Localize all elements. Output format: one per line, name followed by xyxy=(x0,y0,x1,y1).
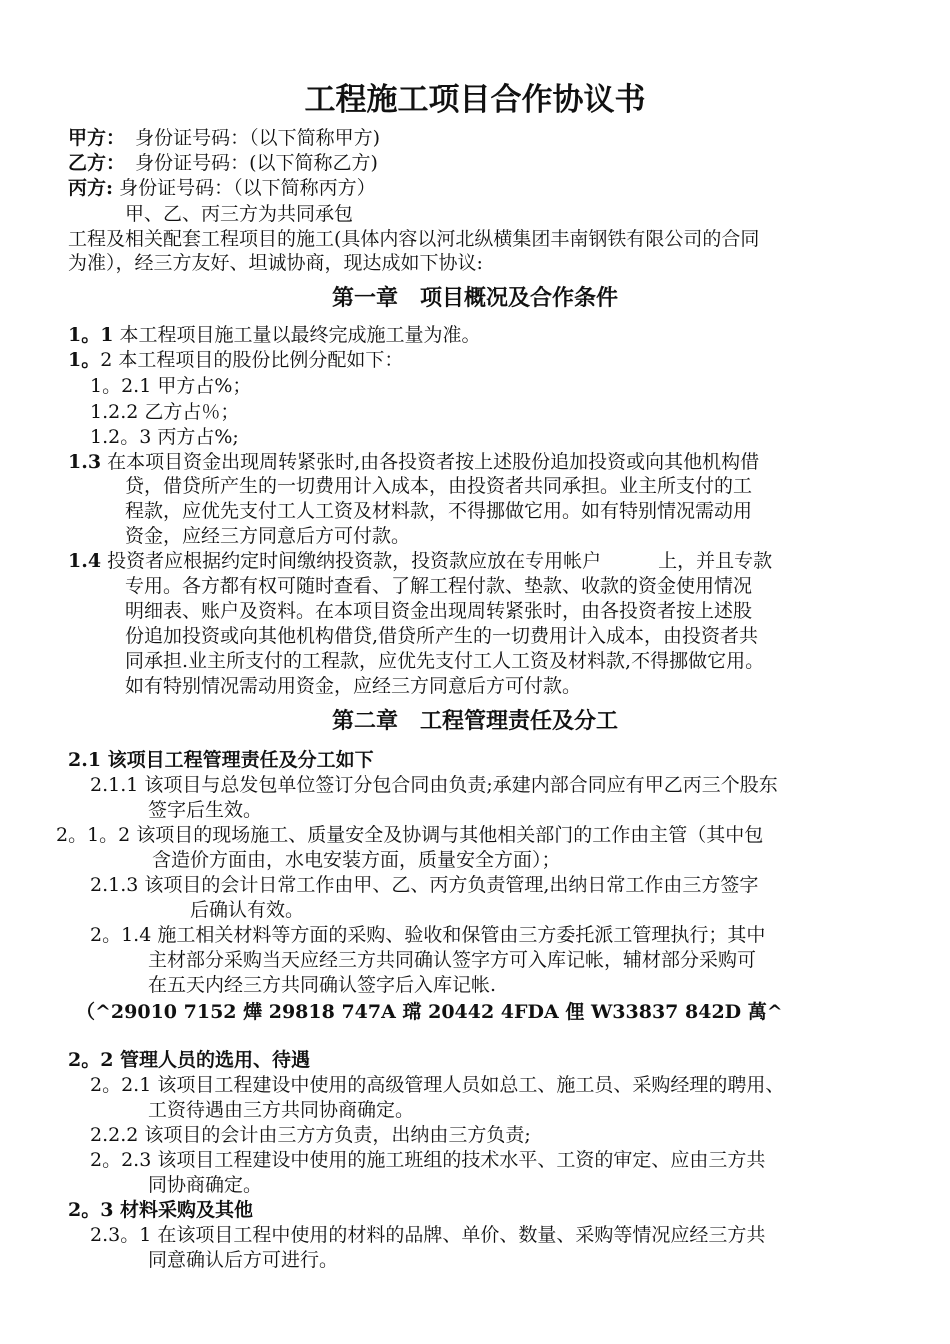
clause-text: 如有特别情况需动用资金，应经三方同意后方可付款。 xyxy=(125,675,582,697)
section-2-1-heading: 2.1 该项目工程管理责任及分工如下 xyxy=(68,749,374,771)
clause-text: 本工程项目施工量以最终完成施工量为准。 xyxy=(113,324,481,346)
intro-line: 甲、乙、丙三方为共同承包 xyxy=(125,203,354,225)
clause-text: 同承担.业主所支付的工程款，应优先支付工人工资及材料款,不得挪做它用。 xyxy=(125,650,765,672)
clause-text: 含造价方面由，水电安装方面，质量安全方面）； xyxy=(152,849,561,871)
clause-text: 在本项目资金出现周转紧张时,由各投资者按上述股份追加投资或向其他机构借 xyxy=(101,451,760,473)
clause-text: 贷，借贷所产生的一切费用计入成本，由投资者共同承担。业主所支付的工 xyxy=(125,475,753,497)
clause-text: 明细表、账户及资料。在本项目资金出现周转紧张时，由各投资者按上述股 xyxy=(125,600,753,622)
clause-2-2-3: 2。2.3 该项目工程建设中使用的施工班组的技术水平、工资的审定、应由三方共 xyxy=(90,1149,766,1171)
clause-text: 程款，应优先支付工人工资及材料款，不得挪做它用。如有特别情况需动用 xyxy=(125,500,753,522)
clause-1-2 xyxy=(68,348,403,372)
document-title: 工程施工项目合作协议书 xyxy=(304,82,646,118)
party-a-text: 身份证号码：（以下简称甲方) xyxy=(135,127,380,149)
clause-text: 份追加投资或向其他机构借贷,借贷所产生的一切费用计入成本，由投资者共 xyxy=(125,625,759,647)
clause-2-1-2: 2。1。2 该项目的现场施工、质量安全及协调与其他相关部门的工作由主管（其中包 xyxy=(56,824,764,846)
clause-text: 主材部分采购当天应经三方共同确认签字方可入库记帐，辅材部分采购可 xyxy=(148,949,757,971)
clause-text: 在五天内经三方共同确认签字后入库记帐. xyxy=(148,974,497,996)
party-c-text: 身份证号码：（以下简称丙方） xyxy=(119,177,376,199)
intro-line: 为准），经三方友好、坦诚协商，现达成如下协议: xyxy=(68,252,483,274)
clause-1-2-2: 1.2.2 乙方占％； xyxy=(90,401,240,423)
clause-2-1-3: 2.1.3 该项目的会计日常工作由甲、乙、丙方负责管理,出纳日常工作由三方签字 xyxy=(90,874,759,896)
party-b-text: 身份证号码：(以下简称乙方) xyxy=(135,152,378,174)
clause-2-1-1: 2.1.1 该项目与总发包单位签订分包合同由负责;承建内部合同应有甲乙丙三个股东 xyxy=(90,774,778,796)
clause-2-2-1: 2。2.1 该项目工程建设中使用的高级管理人员如总工、施工员、采购经理的聘用、 xyxy=(90,1074,785,1096)
intro-line: 工程及相关配套工程项目的施工(具体内容以河北纵横集团丰南钢铁有限公司的合同 xyxy=(68,228,760,250)
clause-1-4 xyxy=(68,549,772,573)
clause-2-1-4: 2。1.4 施工相关材料等方面的采购、验收和保管由三方委托派工管理执行；其中 xyxy=(90,924,766,946)
clause-text: 资金，应经三方同意后方可付款。 xyxy=(125,525,411,547)
clause-2-3-1: 2.3。1 在该项目工程中使用的材料的品牌、单价、数量、采购等情况应经三方共 xyxy=(90,1224,766,1246)
party-c-line xyxy=(68,176,376,200)
clause-1-2-3: 1.2。3 丙方占%; xyxy=(90,426,239,448)
clause-text: 同协商确定。 xyxy=(148,1174,263,1196)
chapter-1-heading: 第一章 项目概况及合作条件 xyxy=(331,286,618,311)
clause-text: 签字后生效。 xyxy=(148,799,263,821)
clause-1-1 xyxy=(68,323,481,347)
clause-number: 1。1 xyxy=(68,324,114,346)
clause-text: 工资待遇由三方共同协商确定。 xyxy=(148,1099,415,1121)
clause-2-2-2: 2.2.2 该项目的会计由三方方负责，出纳由三方负责; xyxy=(90,1124,531,1146)
party-c-label: 丙方: xyxy=(68,177,114,199)
party-b-line xyxy=(68,151,378,175)
garbled-text-line: （^29010 7152 燁 29818 747A 瑺 20442 4FDA 俚 W33837 842D 萬^ xyxy=(76,1001,783,1023)
clause-number: 1。 xyxy=(68,349,101,371)
clause-text: 2 本工程项目的股份比例分配如下： xyxy=(100,349,404,371)
clause-1-2-1: 1。2.1 甲方占%； xyxy=(90,375,252,397)
party-a-line xyxy=(68,126,380,150)
clause-number: 1.3 xyxy=(68,451,102,473)
clause-1-3 xyxy=(68,450,759,474)
party-a-label: 甲方： xyxy=(68,127,126,149)
clause-text: 投资者应根据约定时间缴纳投资款，投资款应放在专用帐户 上，并且专款 xyxy=(101,550,773,572)
clause-text: 同意确认后方可进行。 xyxy=(148,1249,339,1271)
clause-text: 专用。各方都有权可随时查看、了解工程付款、垫款、收款的资金使用情况 xyxy=(125,575,753,597)
section-2-2-heading: 2。2 管理人员的选用、待遇 xyxy=(68,1049,311,1071)
chapter-2-heading: 第二章 工程管理责任及分工 xyxy=(331,709,618,734)
clause-text: 后确认有效。 xyxy=(190,899,305,921)
section-2-3-heading: 2。3 材料采购及其他 xyxy=(68,1199,254,1221)
party-b-label: 乙方： xyxy=(68,152,126,174)
clause-number: 1.4 xyxy=(68,550,102,572)
